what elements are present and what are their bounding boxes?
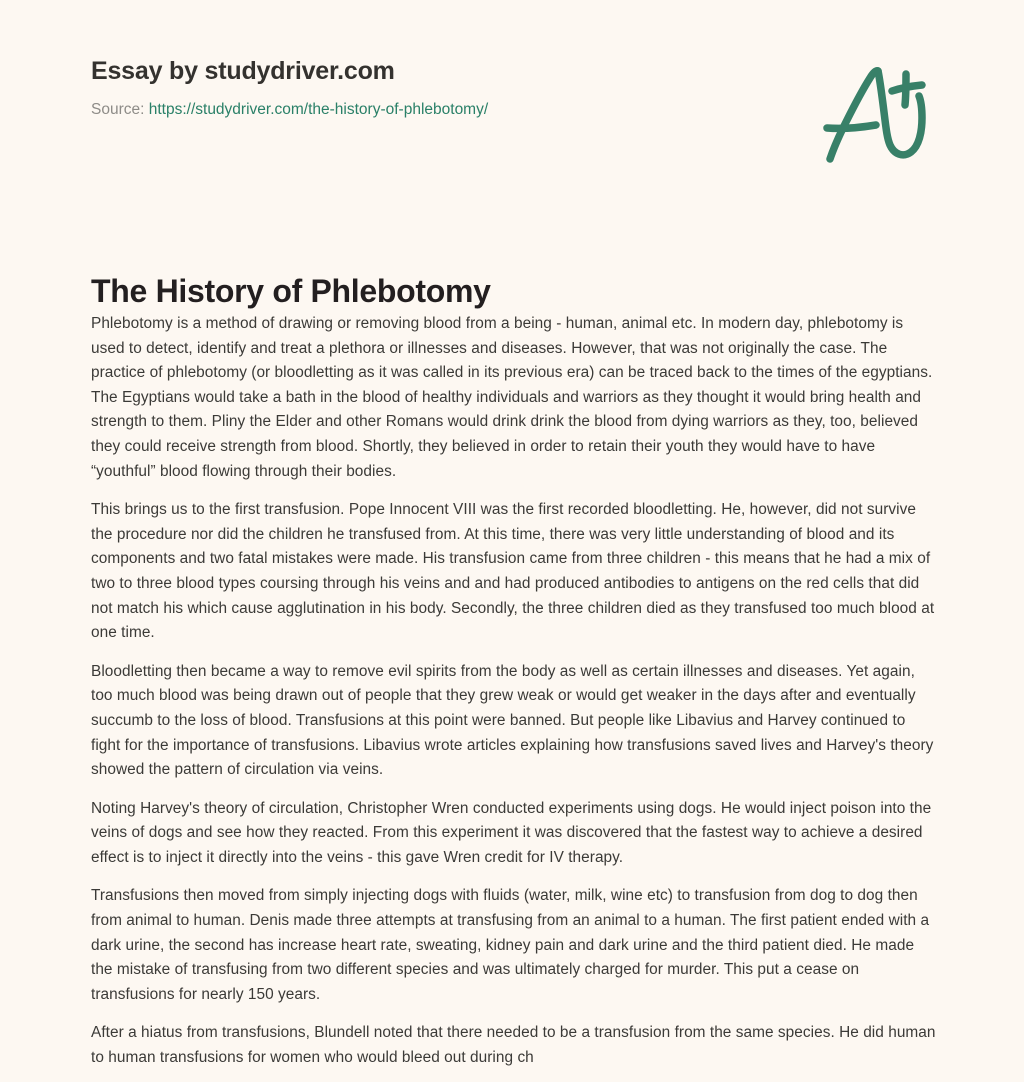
- page-header: [91, 56, 936, 196]
- source-line: [91, 100, 731, 120]
- paragraph: Transfusions then moved from simply injecting dogs with fluids (water, milk, wine etc) to transfusion from dog to dog then from animal to human. Denis made three attempts at transfusing from an animal to a human. The first patient ended with a dark urine, the second has increase heart rate, sweating, kidney pain and dark urine and the third patient died. He made the mistake of transfusing from two different species and was ultimately charged for murder. This put a cease on transfusions for nearly 150 years.: [91, 887, 930, 1003]
- paragraph: This brings us to the first transfusion. Pope Innocent VIII was the first recorded bloodletting. He, however, did not survive the procedure nor did the children he transfused from. At this time, there was very little understanding of blood and its components and two fatal mistakes were made. His transfusion came from three children - this means that he had a mix of two to three blood types coursing through his veins and and had produced antibodies to antigens on the red cells that did not match his which cause agglutination in his body. Secondly, the three children died as they transfused too much blood at one time.: [91, 501, 935, 642]
- paragraph: After a hiatus from transfusions, Blundell noted that there needed to be a transfusion from the same species. He did human to human transfusions for women who would bleed out during ch: [91, 1024, 936, 1067]
- source-label: Source:: [91, 101, 145, 118]
- paragraph: Phlebotomy is a method of drawing or removing blood from a being - human, animal etc. In modern day, phlebotomy is used to detect, identify and treat a plethora or illnesses and diseases. However, that was not originally the case. The practice of phlebotomy (or bloodletting as it was called in its previous era) can be traced back to the times of the egyptians. The Egyptians would take a bath in the blood of healthy individuals and warriors as they thought it would bring health and strength to them. Pliny the Elder and other Romans would drink drink the blood from dying warriors as they, too, believed they could receive strength from blood. Shortly, they believed in order to retain their youth they would have to have “youthful” blood flowing through their bodies.: [91, 315, 933, 480]
- brand-byline: Essay by studydriver.com: [91, 57, 395, 85]
- studydriver-a-plus-logo[interactable]: [818, 58, 936, 170]
- essay-body: [91, 312, 938, 1071]
- page-title: The History of Phlebotomy: [91, 273, 491, 310]
- header-text-block: [91, 56, 731, 120]
- paragraph: Noting Harvey's theory of circulation, Christopher Wren conducted experiments using dogs. He would inject poison into the veins of dogs and see how they reacted. From this experiment it was discovered that the fastest way to achieve a desired effect is to inject it directly into the veins - this gave Wren credit for IV therapy.: [91, 799, 932, 866]
- a-plus-icon: [818, 58, 936, 170]
- source-url-link[interactable]: https://studydriver.com/the-history-of-phlebotomy/: [148, 101, 489, 118]
- paragraph: Bloodletting then became a way to remove evil spirits from the body as well as certain illnesses and diseases. Yet again, too much blood was being drawn out of people that they grew weak or would get weaker in the days after and eventually succumb to the loss of blood. Transfusions at this point were banned. But people like Libavius and Harvey continued to fight for the importance of transfusions. Libavius wrote articles explaining how transfusions saved lives and Harvey's theory showed the pattern of circulation via veins.: [91, 662, 934, 779]
